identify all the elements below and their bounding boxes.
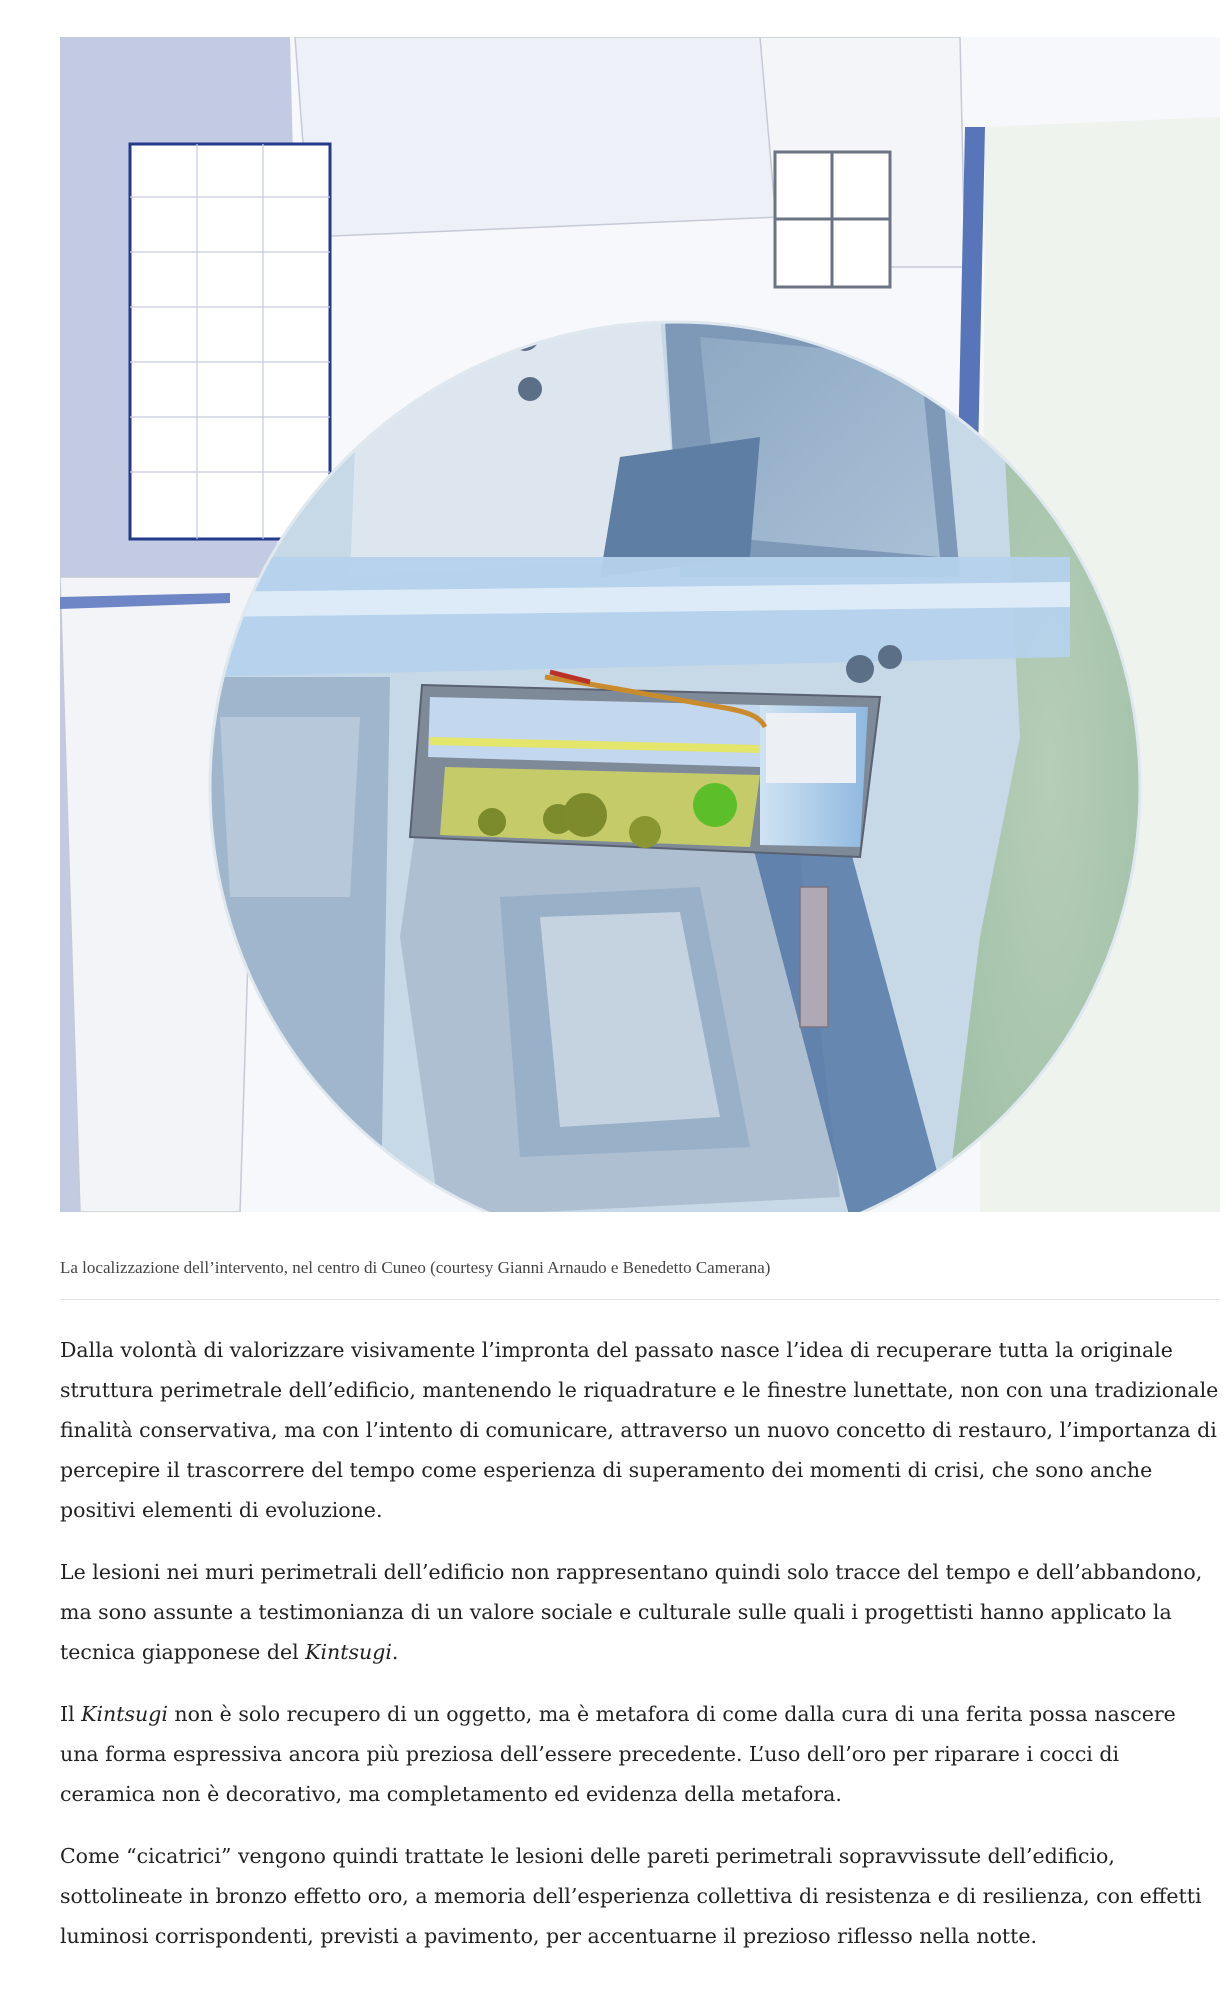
paragraph-2: Le lesioni nei muri perimetrali dell’edificio non rappresentano quindi solo tracce del tempo e dell’abbandono, ma sono assunte a testimonianza di un valore sociale e culturale sulle quali i progettisti hanno applicato la tecnica giapponese del Kintsugi.	[60, 1560, 1203, 1664]
paragraph-3: Il Kintsugi non è solo recupero di un oggetto, ma è metafora di come dalla cura di una ferita possa nascere una forma espressiva ancora più preziosa dell’essere precedente. L’uso dell’oro per riparare i cocci di ceramica non è decorativo, ma completamento ed evidenza della metafora.	[60, 1702, 1176, 1806]
article-body	[60, 1330, 1220, 1978]
caption-separator	[60, 1299, 1220, 1300]
figure-caption: La localizzazione dell’intervento, nel centro di Cuneo (courtesy Gianni Arnaudo e Benedetto Camerana)	[60, 1258, 771, 1277]
site-plan-figure	[60, 37, 1220, 1212]
kintsugi-term: Kintsugi	[81, 1702, 168, 1726]
paragraph-1: Dalla volontà di valorizzare visivamente l’impronta del passato nasce l’idea di recuperare tutta la originale struttura perimetrale dell’edificio, mantenendo le riquadrature e le finestre lunettate, non con una tradizionale finalità conservativa, ma con l’intento di comunicare, attraverso un nuovo concetto di restauro, l’importanza di percepire il trascorrere del tempo come esperienza di superamento dei momenti di crisi, che sono anche positivi elementi di evoluzione.	[60, 1338, 1219, 1522]
paragraph-4: Come “cicatrici” vengono quindi trattate le lesioni delle pareti perimetrali sopravvissute dell’edificio, sottolineate in bronzo effetto oro, a memoria dell’esperienza collettiva di resistenza e di resilienza, con effetti luminosi corrispondenti, previsti a pavimento, per accentuarne il prezioso riflesso nella notte.	[60, 1844, 1202, 1948]
site-plan-image	[60, 37, 1220, 1212]
court-outline	[130, 144, 330, 539]
kintsugi-term: Kintsugi	[305, 1640, 392, 1664]
